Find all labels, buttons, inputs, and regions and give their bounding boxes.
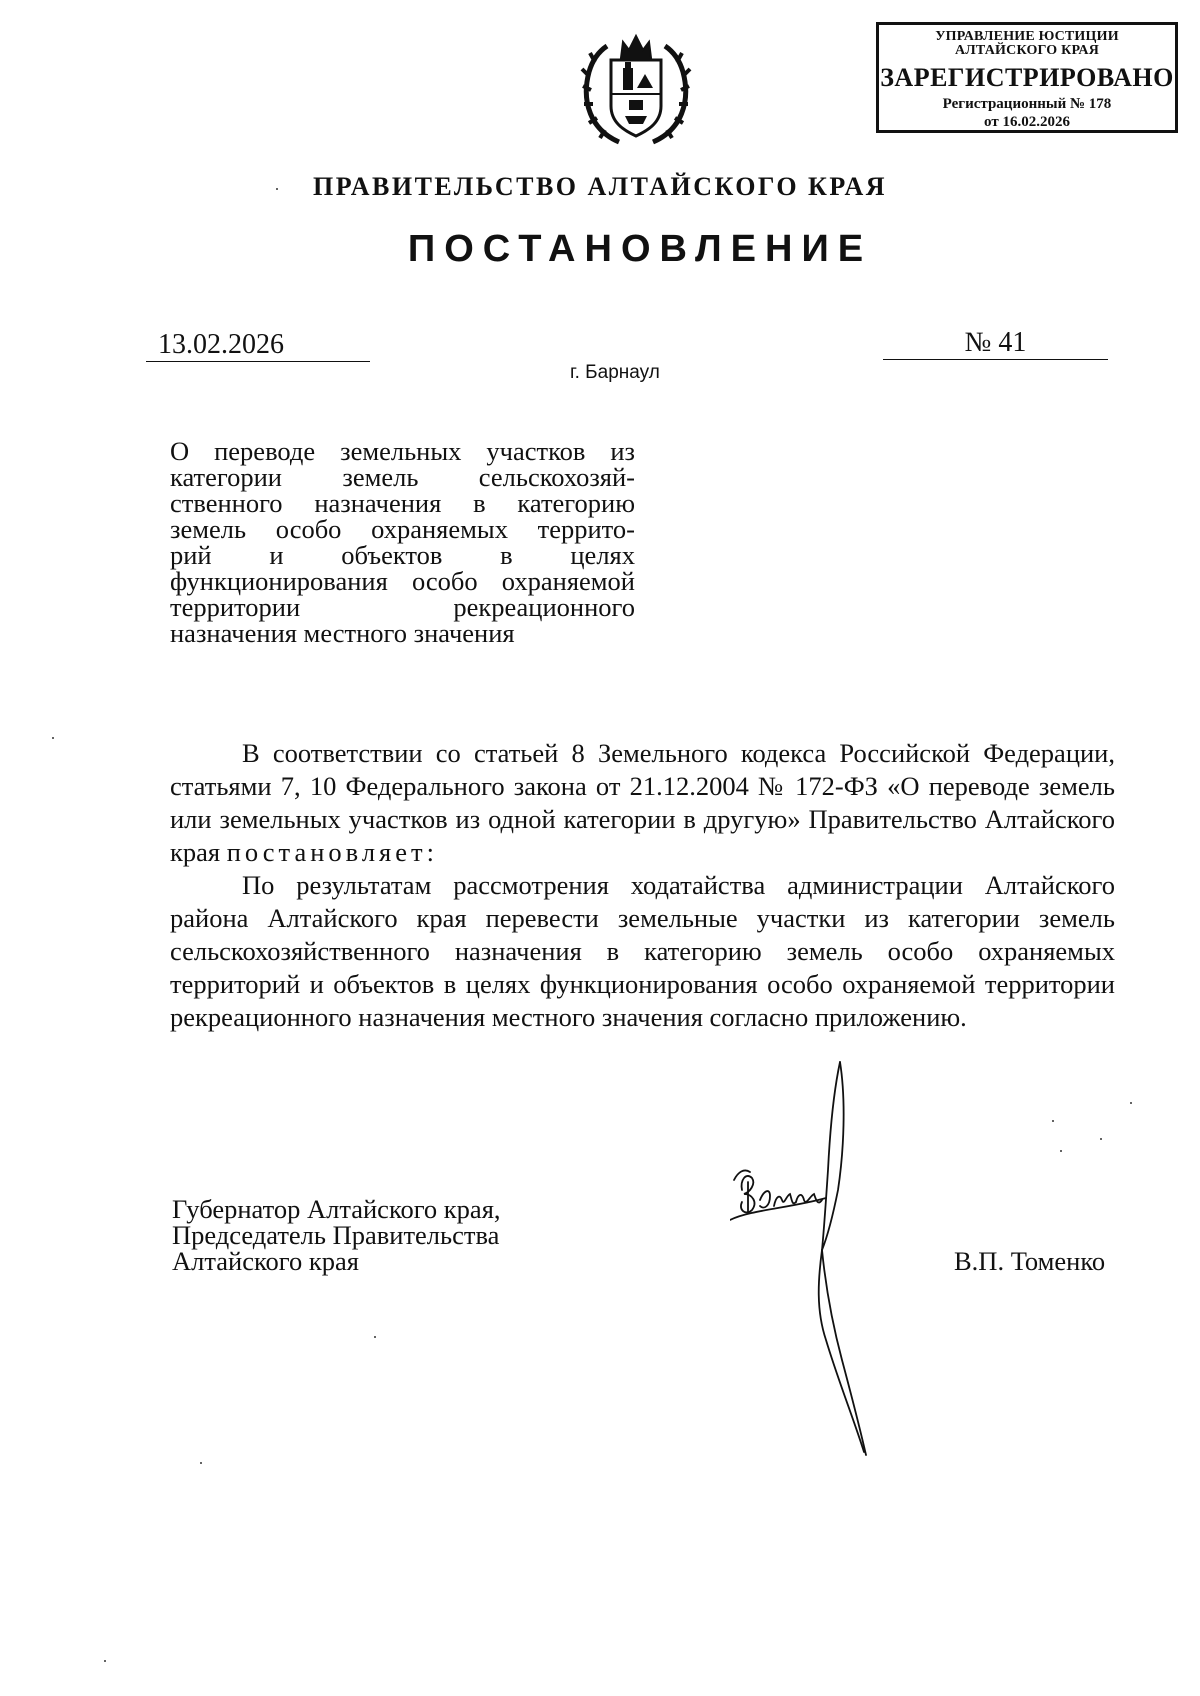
scan-speck xyxy=(1052,1120,1054,1122)
subject-line: территории рекреационного xyxy=(170,592,635,622)
subject-line: рий и объектов в целях xyxy=(170,540,635,570)
signatory-title xyxy=(172,1196,592,1274)
signatory-title-line3: Алтайского края xyxy=(172,1246,359,1276)
stamp-registration-date: от 16.02.2026 xyxy=(984,114,1070,130)
subject-line: функционирования особо охраняемой xyxy=(170,566,635,596)
registration-stamp xyxy=(876,22,1178,133)
subject-line: категории земель сельскохозяй- xyxy=(170,462,635,492)
document-number: № 41 xyxy=(883,327,1108,360)
subject-line: земель особо охраняемых террито- xyxy=(170,514,635,544)
document-type-heading: ПОСТАНОВЛЕНИЕ xyxy=(407,228,873,270)
scan-speck xyxy=(1130,1102,1132,1104)
document-subject xyxy=(170,438,635,646)
scan-speck xyxy=(52,737,54,739)
government-title: ПРАВИТЕЛЬСТВО АЛТАЙСКОГО КРАЯ xyxy=(312,172,888,201)
scan-speck xyxy=(200,1462,202,1464)
stamp-registration-number: Регистрационный № 178 xyxy=(942,96,1112,112)
document-date: 13.02.2026 xyxy=(146,329,370,362)
signatory-title-line1: Губернатор Алтайского края, xyxy=(172,1194,501,1224)
document-body xyxy=(170,737,1115,1034)
body-paragraph-2: По результатам рассмотрения ходатайства администрации Алтайского района Алтайского края перевести земельные участки из категории земель сельскохозяйственного назначения в категорию земель особо охраняемых территорий и объектов в целях функционирования особо охраняемой территории рекреационного назначения местного значения согласно приложению. xyxy=(170,870,1115,1032)
scan-speck xyxy=(1060,1150,1062,1152)
stamp-org-line1: УПРАВЛЕНИЕ ЮСТИЦИИ xyxy=(935,29,1119,44)
body-paragraph-1 xyxy=(170,737,1115,869)
resolution-word: постановляет: xyxy=(226,837,438,867)
stamp-org-line2: АЛТАЙСКОГО КРАЯ xyxy=(954,43,1100,58)
handwritten-signature xyxy=(730,1060,930,1460)
subject-line: О переводе земельных участков из xyxy=(170,436,635,466)
stamp-organization xyxy=(879,30,1175,58)
signatory-title-line2: Председатель Правительства xyxy=(172,1220,500,1250)
scan-speck xyxy=(276,188,278,190)
subject-line: назначения местного значения xyxy=(170,618,515,648)
subject-line: ственного назначения в категорию xyxy=(170,488,635,518)
scan-speck xyxy=(374,1336,376,1338)
coat-of-arms-icon xyxy=(577,30,695,148)
paragraph-1-text: В соответствии со статьей 8 Земельного кодекса Российской Федерации, статьями 7, 10 Федерального закона от 21.12.2004 № 172-ФЗ «О переводе земель или земельных участков из одной категории в другую» Правительство Алтайского края xyxy=(170,738,1115,867)
stamp-status: ЗАРЕГИСТРИРОВАНО xyxy=(880,63,1174,92)
document-city: г. Барнаул xyxy=(570,362,660,383)
signatory-name: В.П. Томенко xyxy=(954,1246,1106,1276)
scan-speck xyxy=(104,1660,106,1662)
scan-speck xyxy=(1100,1138,1102,1140)
